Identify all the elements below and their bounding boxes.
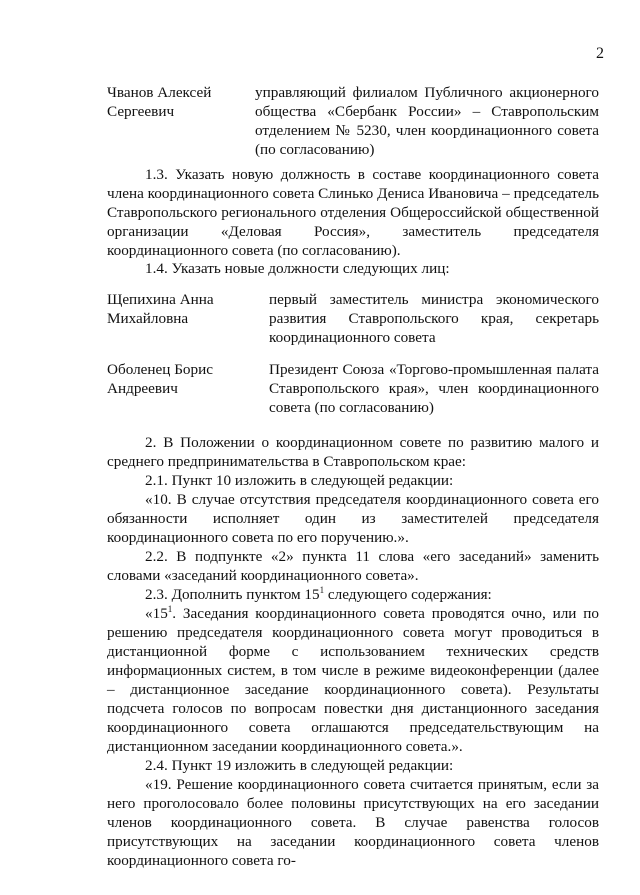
paragraph-text: «15 bbox=[145, 605, 168, 622]
paragraph-text: 2.3. Дополнить пунктом 15 bbox=[145, 586, 320, 603]
person-position: Президент Союза «Торгово-промышленная палата Ставропольского края», член координационного совета (по согласованию) bbox=[269, 361, 599, 416]
person-row bbox=[107, 83, 599, 158]
paragraph-1-3 bbox=[107, 165, 599, 260]
paragraph-text: 1.3. Указать новую должность в составе координационного совета члена координационного совета Слинько Дениса Ивановича – председатель Ставропольского регионального отделения Общероссийской общественной организации «Деловая Россия», заместитель председателя координационного совета (по согласованию). bbox=[107, 166, 599, 259]
paragraph-2: 2. В Положении о координационном совете по развитию малого и среднего предпринимательства в Ставропольском крае: bbox=[107, 434, 599, 470]
paragraph-text: 1.4. Указать новые должности следующих лиц: bbox=[145, 260, 450, 277]
person-position: первый заместитель министра экономического развития Ставропольского края, секретарь координационного совета bbox=[269, 291, 599, 346]
paragraph-2-4: 2.4. Пункт 19 изложить в следующей редакции: bbox=[145, 757, 454, 774]
person-name: Оболенец Борис Андреевич bbox=[107, 361, 213, 397]
paragraph-text: . Заседания координационного совета проводятся очно, или по решению председателя координационного совета могут проводиться в дистанционной форме с использованием технических средств информационных систем, в том числе в режиме видеоконференции (далее – дистанционное заседание координационного совета). Результаты подсчета голосов по вопросам повестки дня дистанционного заседания координационного совета оглашаются председательствующим на дистанционном заседании координационного совета.». bbox=[107, 605, 599, 755]
page-number: 2 bbox=[596, 45, 604, 62]
paragraph-2-2: 2.2. В подпункте «2» пункта 11 слова «его заседаний» заменить словами «заседаний координационного совета». bbox=[107, 548, 599, 584]
person-position: управляющий филиалом Публичного акционерного общества «Сбербанк России» – Ставропольским отделением № 5230, член координационного совета (по согласованию) bbox=[255, 84, 599, 158]
person-row bbox=[107, 290, 599, 346]
person-name: Щепихина Анна Михайловна bbox=[107, 291, 214, 327]
quote-point-10: «10. В случае отсутствия председателя координационного совета его обязанности исполняет один из заместителей председателя координационного совета по его поручению.». bbox=[107, 491, 599, 546]
body-section bbox=[107, 433, 599, 870]
quote-point-19: «19. Решение координационного совета считается принятым, если за него проголосовало более половины присутствующих на его заседании членов координационного совета. В случае равенства голосов присутствующих на заседании координационного совета членов координационного совета го- bbox=[107, 776, 599, 869]
person-row bbox=[107, 360, 599, 420]
person-name: Чванов Алексей Сергеевич bbox=[107, 84, 212, 120]
paragraph-2-1: 2.1. Пункт 10 изложить в следующей редакции: bbox=[145, 472, 454, 489]
paragraph-text: следующего содержания: bbox=[324, 586, 492, 603]
paragraph-1-4 bbox=[107, 259, 599, 278]
paragraph-2-3 bbox=[107, 585, 599, 604]
superscript: 1 bbox=[167, 604, 173, 614]
superscript: 1 bbox=[319, 585, 325, 595]
quote-point-15-1 bbox=[107, 604, 599, 756]
